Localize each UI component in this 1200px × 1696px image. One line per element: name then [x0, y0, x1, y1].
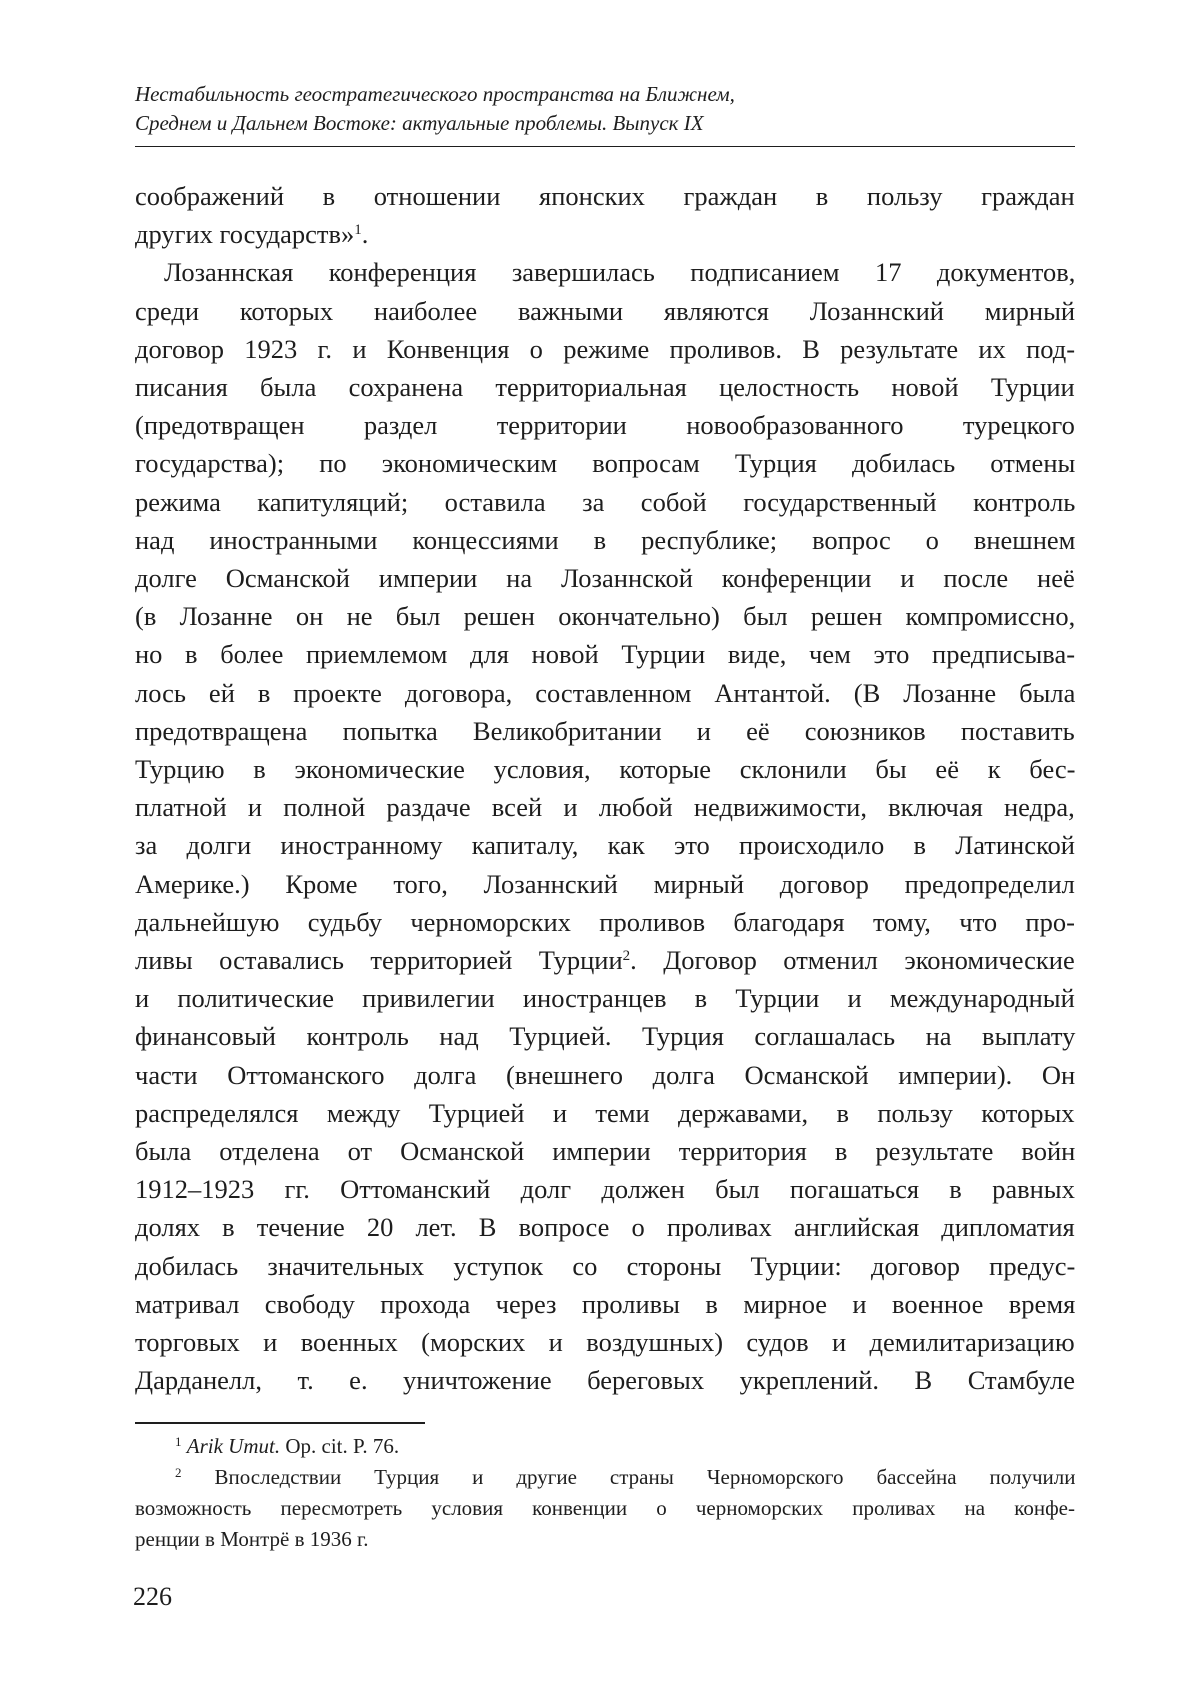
text-line: торговых и военных (морских и воздушных) судов и демилитаризацию [135, 1327, 1075, 1358]
footnotes [135, 1431, 1075, 1555]
text-line [135, 941, 1075, 979]
footnote-separator [135, 1422, 425, 1424]
footnote-2-line-1 [135, 1462, 1075, 1493]
text-segment: . [361, 219, 369, 250]
text-line: над иностранными концессиями в республике; вопрос о внешнем [135, 524, 1076, 555]
footnote-mark: 2 [175, 1465, 182, 1480]
text-line: лось ей в проекте договора, составленном Антантой. (В Лозанне была [135, 677, 1076, 708]
text-line: финансовый контроль над Турцией. Турция соглашалась на выплату [135, 1021, 1076, 1052]
text-line: была отделена от Османской империи территория в результате войн [135, 1136, 1076, 1167]
text-line: договор 1923 г. и Конвенция о режиме проливов. В результате их под- [135, 333, 1076, 364]
text-line: и политические привилегии иностранцев в Турции и международный [135, 983, 1075, 1014]
footnote-author: Arik Umut. [186, 1434, 281, 1458]
text-line: соображений в отношении японских граждан в пользу граждан [135, 181, 1075, 211]
text-line: Дарданелл, т. е. уничтожение береговых укреплений. В Стамбуле [135, 1365, 1075, 1396]
main-text [135, 177, 1075, 1400]
text-segment: ливы оставались территорией Турции [135, 945, 623, 976]
text-line: долях в течение 20 лет. В вопросе о проливах английская дипломатия [135, 1212, 1075, 1243]
running-header [135, 80, 1075, 147]
text-line: среди которых наиболее важными являются Лозаннский мирный [135, 295, 1076, 326]
text-line: государства); по экономическим вопросам Турция добилась отмены [135, 448, 1076, 479]
text-line: за долги иностранному капиталу, как это происходило в Латинской [135, 830, 1075, 861]
text-line: режима капитуляций; оставила за собой государственный контроль [135, 486, 1076, 517]
text-line [135, 215, 1075, 253]
text-line: распределялся между Турцией и теми державами, в пользу которых [135, 1097, 1075, 1128]
footnote-ref-1[interactable]: 1 [354, 222, 362, 239]
text-line: матривал свободу прохода через проливы в мирное и военное время [135, 1288, 1076, 1319]
text-line: дальнейшую судьбу черноморских проливов благодаря тому, что про- [135, 906, 1075, 937]
footnote-mark: 1 [175, 1434, 182, 1449]
text-line: но в более приемлемом для новой Турции виде, чем это предписыва- [135, 639, 1076, 670]
text-line: писания была сохранена территориальная целостность новой Турции [135, 372, 1075, 403]
text-line: долге Османской империи на Лозаннской конференции и после неё [135, 563, 1075, 594]
text-line: платной и полной раздаче всей и любой недвижимости, включая недра, [135, 792, 1075, 823]
text-line: Америке.) Кроме того, Лозаннский мирный договор предопределил [135, 868, 1075, 899]
paragraph-start-line: Лозаннская конференция завершилась подписанием 17 документов, [164, 257, 1076, 288]
text-line: (предотвращен раздел территории новообразованного турецкого [135, 410, 1075, 441]
footnote-1 [135, 1431, 1075, 1462]
footnote-2-line-3: ренции в Монтрё в 1936 г. [135, 1527, 369, 1551]
footnote-ref-2[interactable]: 2 [622, 948, 631, 965]
running-header-line-1: Нестабильность геостратегического пространства на Ближнем, [135, 82, 735, 106]
text-line: добилась значительных уступок со стороны Турции: договор предус- [135, 1250, 1076, 1281]
running-header-line-2: Среднем и Дальнем Востоке: актуальные проблемы. Выпуск IX [135, 111, 704, 135]
footnote-text: Op. cit. P. 76. [280, 1434, 400, 1458]
page-number: 226 [133, 1582, 172, 1611]
text-segment: других государств» [135, 219, 355, 250]
text-line: 1912–1923 гг. Оттоманский долг должен был погашаться в равных [135, 1174, 1075, 1205]
text-line: Турцию в экономические условия, которые склонили бы её к бес- [135, 754, 1076, 785]
footnote-2-line-2: возможность пересмотреть условия конвенции о черноморских проливах на конфе- [135, 1496, 1075, 1520]
footnote-text: Впоследствии Турция и другие страны Черноморского бассейна получили [181, 1465, 1076, 1489]
text-line: предотвращена попытка Великобритании и её союзников поставить [135, 715, 1075, 746]
text-line: части Оттоманского долга (внешнего долга Османской империи). Он [135, 1059, 1076, 1090]
text-segment: . Договор отменил экономические [630, 945, 1075, 976]
text-line: (в Лозанне он не был решен окончательно) был решен компромиссно, [135, 601, 1076, 632]
